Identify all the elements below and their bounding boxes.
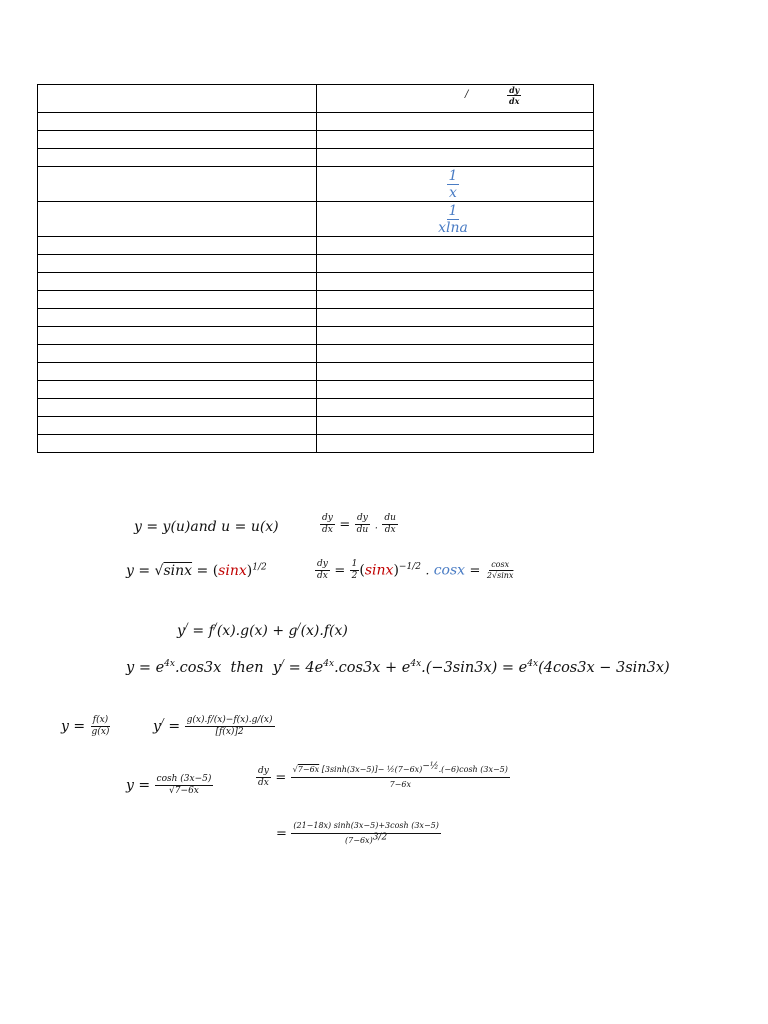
derivative-table: [37, 84, 594, 453]
result-fraction: $\frac{\cos x}{2√\sin x}$: [486, 560, 514, 580]
chain-rule-formula: [134, 519, 279, 535]
quotient-example-result: = $\frac{(21-18x) \sinh(3x-5)+3\cosh (3x-5)}{(7-6x)^{3/2}}$: [276, 821, 439, 845]
dy-dx-fraction: $\frac{dy}{dx}$: [317, 559, 328, 581]
function-cell: [38, 309, 317, 327]
function-cell: [38, 363, 317, 381]
table-row: [38, 327, 594, 345]
du-dx-fraction: $\frac{du}{dx}$: [384, 513, 396, 535]
chain-rule-rhs: $\frac{dy}{dx}$ = $\frac{dy}{du}$ . $\frac{du}{dx}$: [322, 513, 396, 535]
function-cell: [38, 381, 317, 399]
function-cell: [38, 255, 317, 273]
derivative-cell: [317, 363, 594, 381]
one-over-xlna-derivative: $\frac{1}{xlna}$: [438, 202, 468, 236]
derivative-cell: [317, 291, 594, 309]
table-row: [38, 435, 594, 453]
derivative-cell: [317, 167, 594, 202]
table-row: [38, 381, 594, 399]
derivative-cell: [317, 381, 594, 399]
dy-dx-header: $\frac{dy}{dx}$: [509, 85, 520, 106]
function-cell: [38, 291, 317, 309]
function-cell: [38, 417, 317, 435]
function-cell: [38, 113, 317, 131]
table-row: [38, 291, 594, 309]
function-cell: [38, 149, 317, 167]
derivative-cell: [317, 399, 594, 417]
half-fraction: $\frac{1}{2}$: [351, 559, 358, 581]
sinx-highlight: sinx: [218, 563, 247, 579]
derivative-cell: [317, 237, 594, 255]
one-over-x-derivative: $\frac{1}{x}$: [448, 167, 458, 201]
dy-du-fraction: $\frac{dy}{du}$: [356, 513, 369, 535]
prime-mark: /: [465, 89, 469, 100]
derivative-cell: [317, 131, 594, 149]
dy-dx-fraction: $\frac{dy}{dx}$: [322, 513, 333, 535]
table-row: [38, 113, 594, 131]
function-cell: [38, 399, 317, 417]
table-row: [38, 131, 594, 149]
function-cell: [38, 131, 317, 149]
derivative-cell: [317, 202, 594, 237]
function-cell: [38, 435, 317, 453]
table-row: [38, 399, 594, 417]
cosx-highlight: cosx: [433, 562, 466, 579]
quotient-example-rhs: $\frac{dy}{dx}$ = $\frac{√7-6x [3\sinh(3x-5)]- \frac{1}{2}(7-6x)^{-\frac{1}{2}}.(-6)\cosh (3x-5)}{7-6x}$: [258, 761, 508, 789]
table-row: [38, 417, 594, 435]
table-row: [38, 255, 594, 273]
quotient-example-lhs: y = $\frac{\cosh (3x-5)}{√7-6x}$: [126, 774, 212, 796]
table-row: [38, 309, 594, 327]
table-row: [38, 363, 594, 381]
table-row: [38, 202, 594, 237]
table-row: [38, 345, 594, 363]
function-cell: [38, 167, 317, 202]
derivative-cell: [317, 255, 594, 273]
table-row: [38, 273, 594, 291]
function-cell: [38, 273, 317, 291]
table-row: [38, 149, 594, 167]
derivative-cell: [317, 149, 594, 167]
chain-rule-lhs: y = y(u)and u = u(x): [134, 519, 279, 535]
sqrt-example-rhs: $\frac{dy}{dx}$ = $\frac{1}{2}$ $(\sin x)^{-1/2}$ . cosx = $\frac{\cos x}{2√\sin x}$: [317, 559, 514, 581]
table-row: [38, 237, 594, 255]
function-cell: [38, 202, 317, 237]
derivative-cell: [317, 309, 594, 327]
derivative-cell: [317, 113, 594, 131]
derivative-cell: [317, 345, 594, 363]
derivative-table-body: [38, 85, 594, 453]
product-example-formula: $y = e^{4x}.\cos 3x$ then $y^/ = 4e^{4x}.\cos 3x + e^{4x}.(-3\sin 3x) = e^{4x}(4\cos 3x - 3\sin 3x)$: [126, 659, 670, 676]
quotient-rule-lhs: y = $\frac{f(x)}{g(x)}$: [61, 715, 110, 737]
function-cell: [38, 237, 317, 255]
function-cell: [38, 85, 317, 113]
derivative-cell: [317, 435, 594, 453]
derivative-cell: [317, 85, 594, 113]
product-rule-formula: y/ = f/(x).g(x) + g/(x).f(x): [177, 622, 348, 639]
derivative-cell: [317, 417, 594, 435]
derivative-cell: [317, 327, 594, 345]
derivative-cell: [317, 273, 594, 291]
table-row: [38, 85, 594, 113]
big-fraction: $\frac{√7-6x [3\sinh(3x-5)]- \frac{1}{2}(7-6x)^{-\frac{1}{2}}.(-6)\cosh (3x-5)}{7-6x}$: [292, 761, 508, 789]
quotient-rule-rhs: y/ = $\frac{g(x).f/(x)-f(x).g/(x)}{[f(x)]2}$: [153, 715, 273, 737]
function-cell: [38, 327, 317, 345]
function-cell: [38, 345, 317, 363]
sqrt-example-lhs: $y = √\sin x = (\sin x)^{1/2}$: [126, 562, 267, 579]
table-row: [38, 167, 594, 202]
